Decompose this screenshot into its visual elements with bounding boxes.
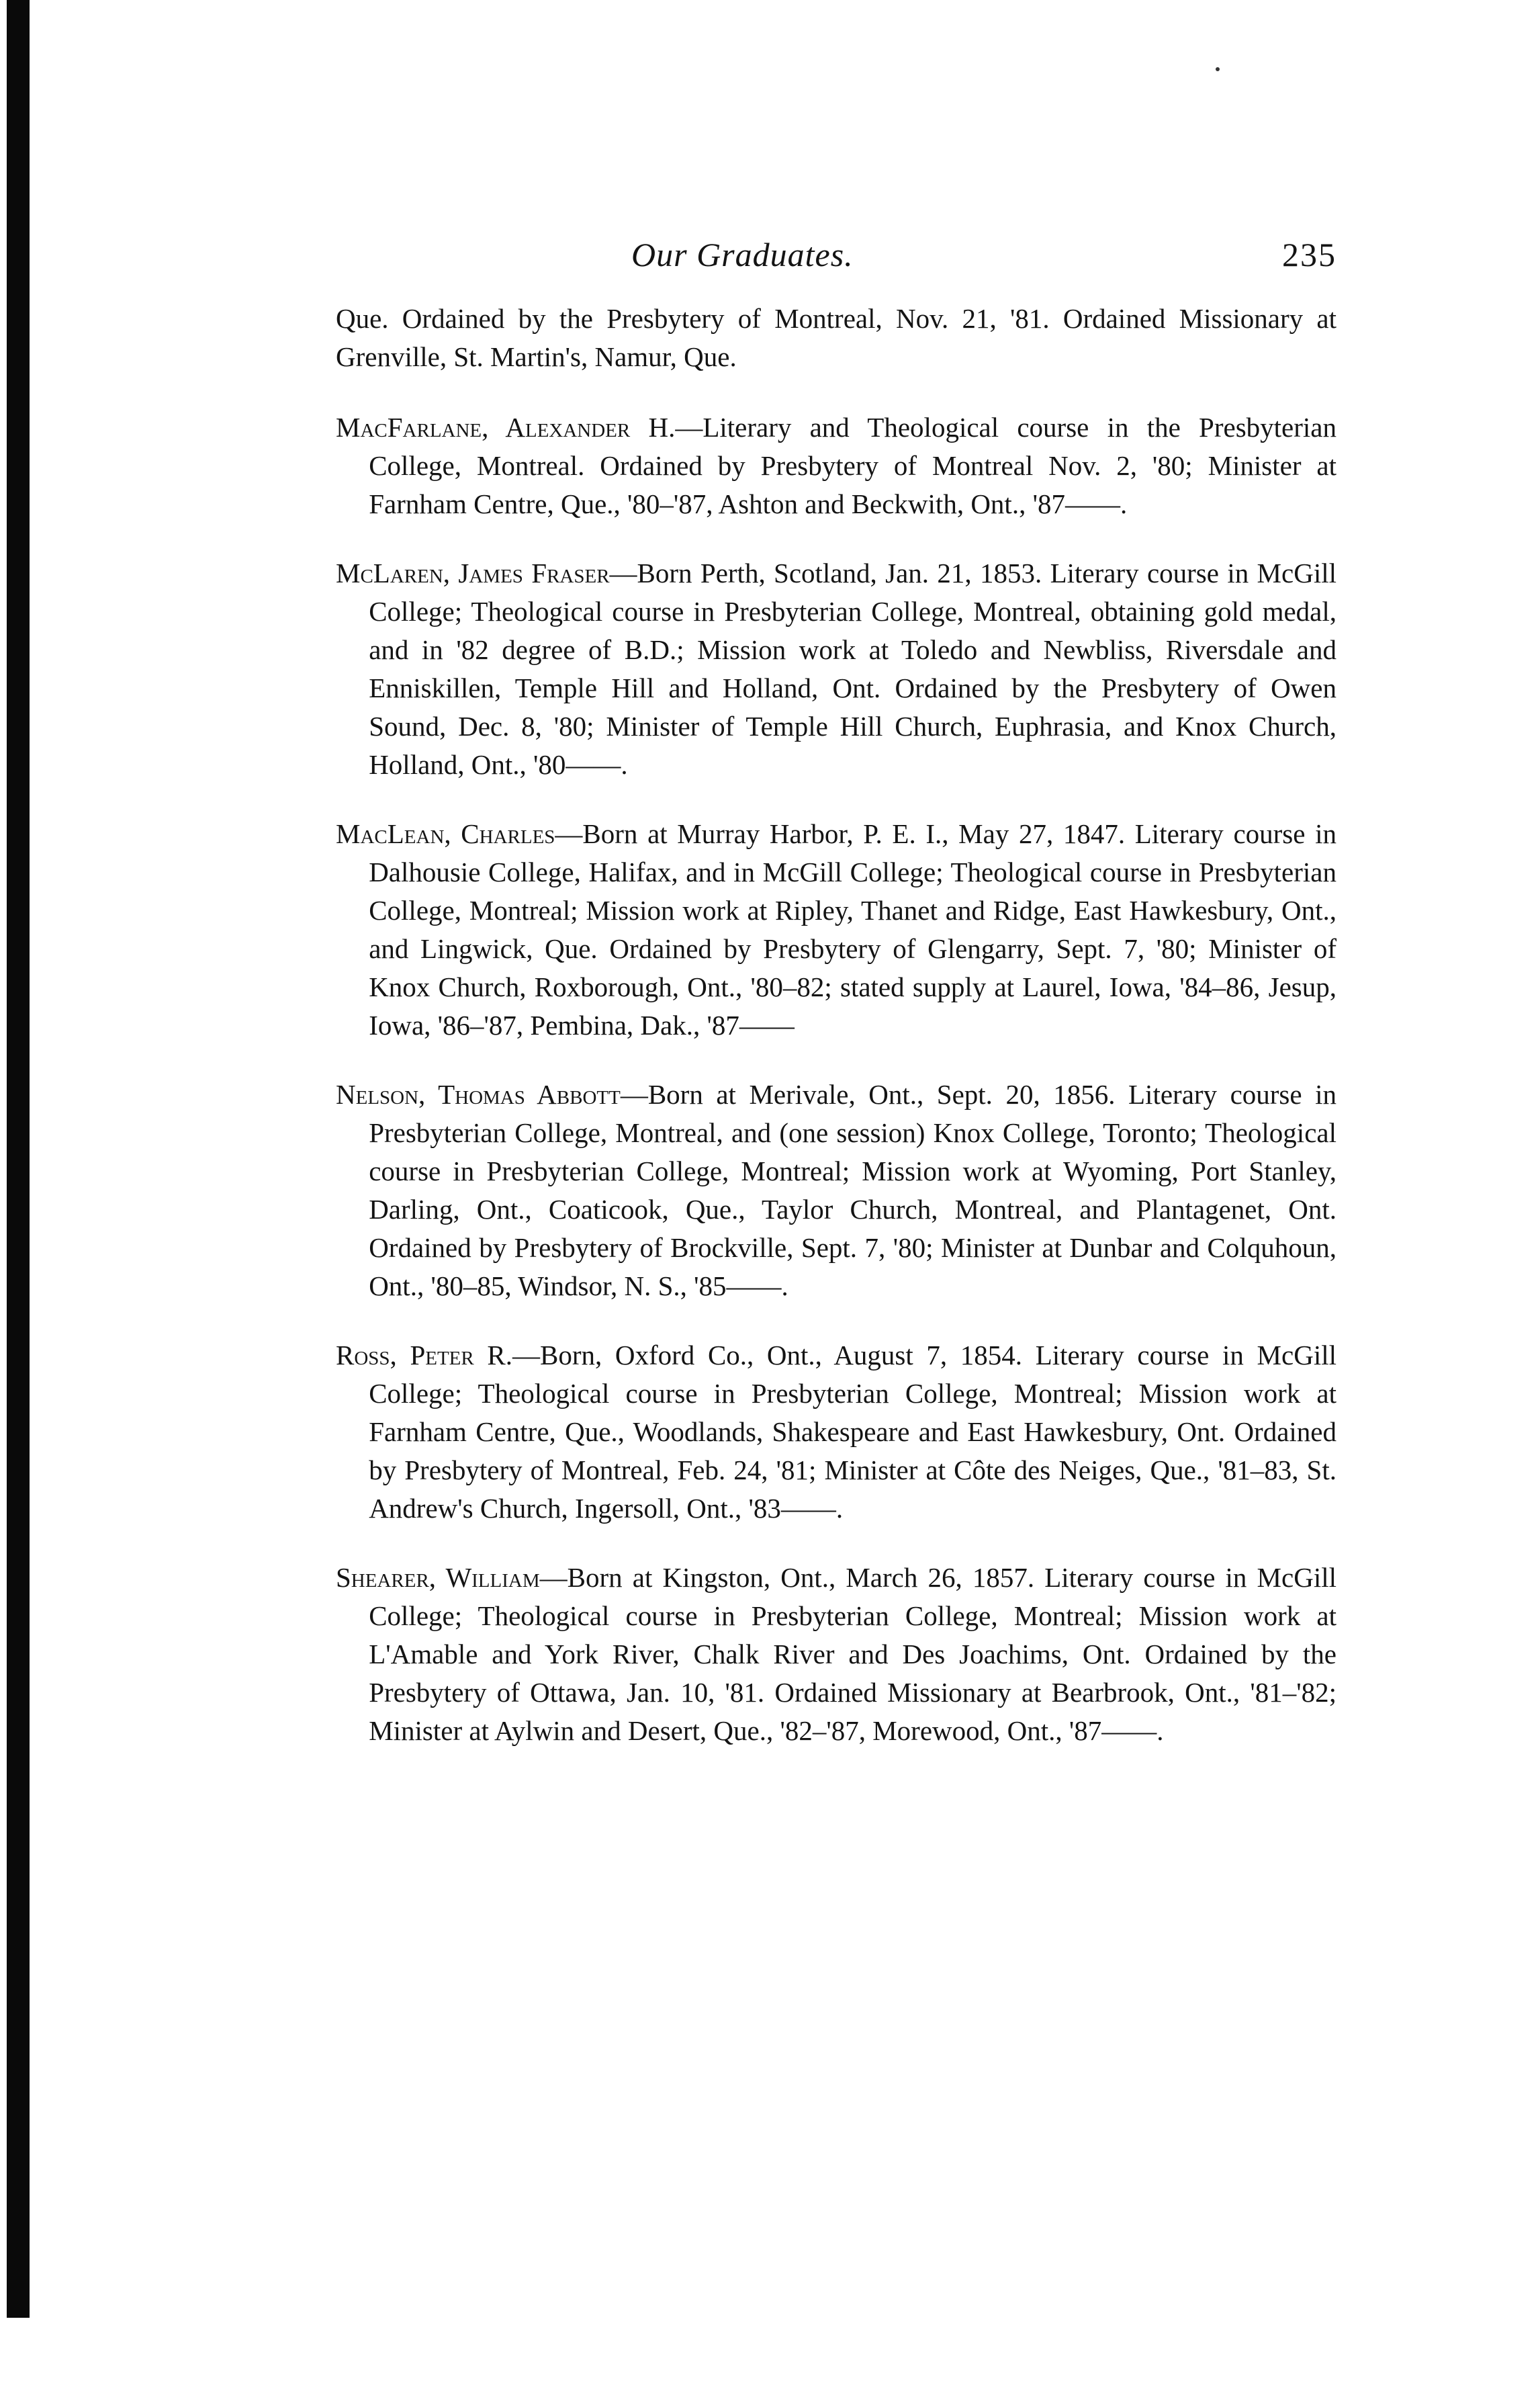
- graduate-bio: —Born Perth, Scotland, Jan. 21, 1853. Literary course in McGill College; Theological course in Presbyterian College, Montreal, obtaining gold medal, and in '82 degree of B.D.; Mission work at Toledo and Newbliss, Riversdale and Enniskillen, Temple Hill and Holland, Ont. Ordained by the Presbytery of Owen Sound, Dec. 8, '80; Minister of Temple Hill Church, Euphrasia, and Knox Church, Holland, Ont., '80——.: [369, 558, 1337, 780]
- scan-speck: [1216, 67, 1220, 71]
- graduate-name: Ross, Peter R.: [336, 1340, 512, 1371]
- graduate-bio: —Born at Merivale, Ont., Sept. 20, 1856. Literary course in Presbyterian College, Montreal, and (one session) Knox College, Toronto; Theological course in Presbyterian College, Montreal; Mission work at Wyoming, Port Stanley, Darling, Ont., Coaticook, Que., Taylor Church, Montreal, and Plantagenet, Ont. Ordained by Presbytery of Brockville, Sept. 7, '80; Minister at Dunbar and Colquhoun, Ont., '80–85, Windsor, N. S., '85——.: [369, 1079, 1337, 1301]
- graduate-name: Nelson, Thomas Abbott: [336, 1079, 621, 1110]
- page-number: 235: [1282, 236, 1337, 273]
- graduate-bio: —Born at Murray Harbor, P. E. I., May 27, 1847. Literary course in Dalhousie College, Halifax, and in McGill College; Theological course in Presbyterian College, Montreal; Mission work at Ripley, Thanet and Ridge, East Hawkesbury, Ont., and Lingwick, Que. Ordained by Presbytery of Glengarry, Sept. 7, '80; Minister of Knox Church, Roxborough, Ont., '80–82; stated supply at Laurel, Iowa, '84–86, Jesup, Iowa, '86–'87, Pembina, Dak., '87——: [369, 818, 1337, 1041]
- graduate-entry-macfarlane: [336, 408, 1337, 523]
- graduate-entry-mclaren: [336, 554, 1337, 784]
- graduate-bio: —Born, Oxford Co., Ont., August 7, 1854. Literary course in McGill College; Theological course in Presbyterian College, Montreal; Mission work at Farnham Centre, Que., Woodlands, Shakespeare and East Hawkesbury, Ont. Ordained by Presbytery of Montreal, Feb. 24, '81; Minister at Côte des Neiges, Que., '81–83, St. Andrew's Church, Ingersoll, Ont., '83——.: [369, 1340, 1337, 1524]
- graduate-name: Shearer, William: [336, 1562, 540, 1593]
- graduate-name: MacLean, Charles: [336, 818, 555, 849]
- graduate-entry-maclean: [336, 815, 1337, 1045]
- graduate-entry-shearer: [336, 1559, 1337, 1750]
- graduate-entry-nelson: [336, 1076, 1337, 1305]
- running-title: Our Graduates.: [631, 236, 854, 273]
- graduate-entry-ross: [336, 1336, 1337, 1528]
- graduate-bio: —Born at Kingston, Ont., March 26, 1857. Literary course in McGill College; Theological course in Presbyterian College, Montreal; Mission work at L'Amable and York River, Chalk River and Des Joachims, Ont. Ordained by the Presbytery of Ottawa, Jan. 10, '81. Ordained Missionary at Bearbrook, Ont., '81–'82; Minister at Aylwin and Desert, Que., '82–'87, Morewood, Ont., '87——.: [369, 1562, 1337, 1746]
- graduate-bio: —Literary and Theological course in the Presbyterian College, Montreal. Ordained by Presbytery of Montreal Nov. 2, '80; Minister at Farnham Centre, Que., '80–'87, Ashton and Beckwith, Ont., '87——.: [369, 412, 1337, 519]
- graduate-name: MacFarlane, Alexander H.: [336, 412, 676, 443]
- running-head: [336, 235, 1337, 289]
- continued-entry-text: Que. Ordained by the Presbytery of Montreal, Nov. 21, '81. Ordained Missionary at Grenville, St. Martin's, Namur, Que.: [336, 303, 1337, 372]
- scan-border: [7, 0, 30, 2318]
- graduate-name: McLaren, James Fraser: [336, 558, 610, 589]
- book-page: [336, 235, 1337, 1781]
